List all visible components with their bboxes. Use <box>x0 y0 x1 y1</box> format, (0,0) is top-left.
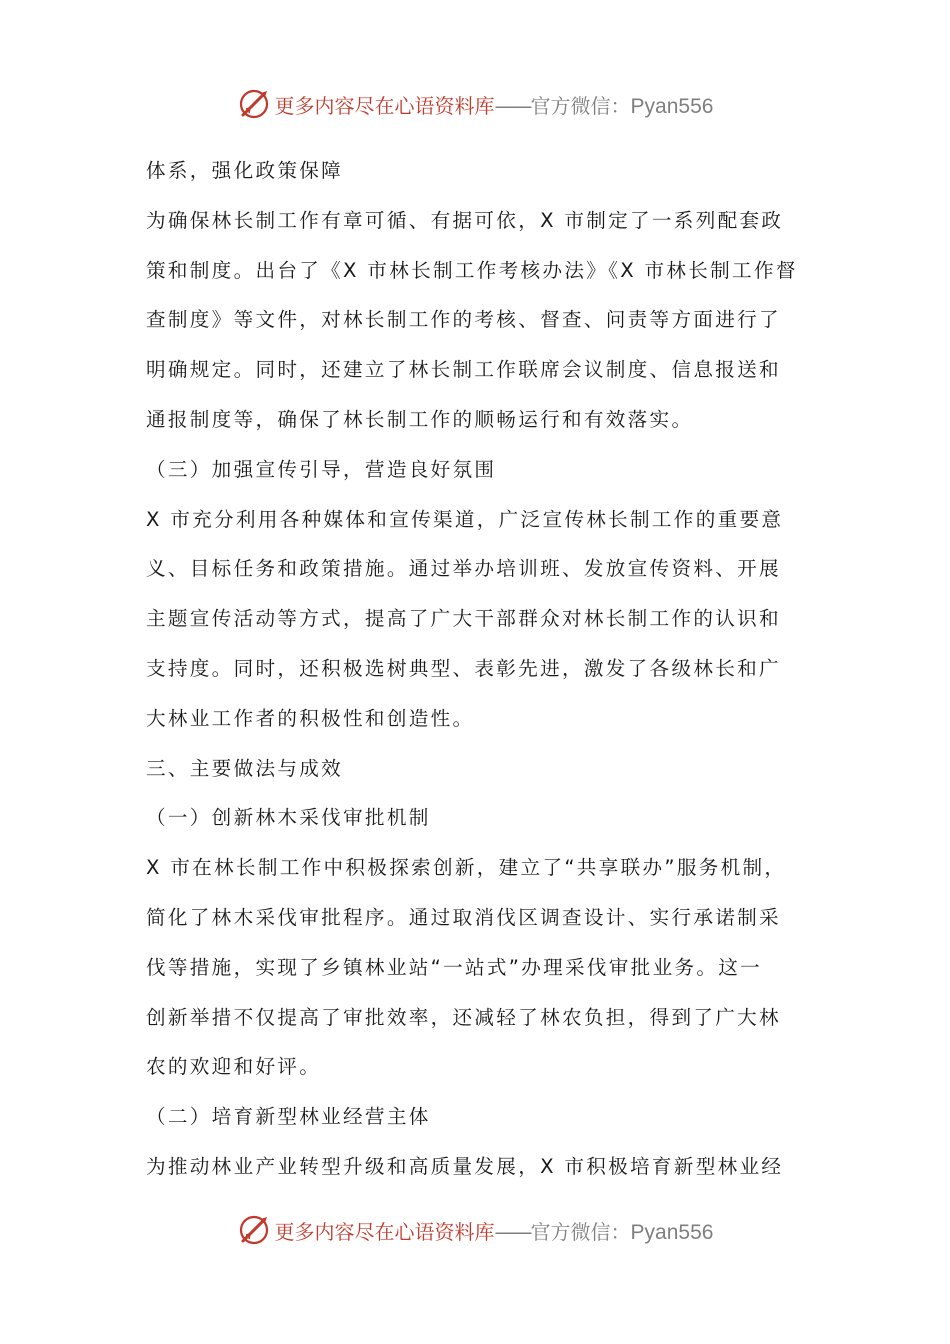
section-heading: （一）创新林木采伐审批机制 <box>146 806 431 830</box>
section-heading: （二）培育新型林业经营主体 <box>146 1105 431 1129</box>
text-line: 农的欢迎和好评。 <box>146 1055 322 1079</box>
pen-logo-icon <box>237 1213 271 1247</box>
text-line: X 市在林长制工作中积极探索创新，建立了“共享联办”服务机制， <box>146 856 787 880</box>
text-line: 策和制度。出台了《X 市林长制工作考核办法》《X 市林长制工作督 <box>146 258 798 282</box>
text-line: 伐等措施，实现了乡镇林业站“一站式”办理采伐审批业务。这一 <box>146 955 763 979</box>
watermark-wechat-id: Pyan556 <box>630 94 714 118</box>
text-line: 查制度》等文件，对林长制工作的考核、督查、问责等方面进行了 <box>146 308 781 332</box>
text-line: 义、目标任务和政策措施。通过举办培训班、发放宣传资料、开展 <box>146 557 781 581</box>
text-line: 为确保林长制工作有章可循、有据可依，X 市制定了一系列配套政 <box>146 208 784 232</box>
text-line: 创新举措不仅提高了审批效率，还减轻了林农负担，得到了广大林 <box>146 1005 781 1029</box>
text-line: 通报制度等，确保了林长制工作的顺畅运行和有效落实。 <box>146 407 694 431</box>
text-line: X 市充分利用各种媒体和宣传渠道，广泛宣传林长制工作的重要意 <box>146 507 784 531</box>
text-line: 为推动林业产业转型升级和高质量发展，X 市积极培育新型林业经 <box>146 1154 784 1178</box>
text-line: 主题宣传活动等方式，提高了广大干部群众对林长制工作的认识和 <box>146 607 781 631</box>
chapter-heading: 三、主要做法与成效 <box>146 756 344 780</box>
text-line: 明确规定。同时，还建立了林长制工作联席会议制度、信息报送和 <box>146 358 781 382</box>
watermark-footer <box>0 1210 950 1250</box>
document-body <box>146 146 806 1192</box>
text-line: 支持度。同时，还积极选树典型、表彰先进，激发了各级林长和广 <box>146 656 781 680</box>
pen-logo-icon <box>237 87 271 121</box>
watermark-header <box>0 84 950 124</box>
text-line: 大林业工作者的积极性和创造性。 <box>146 706 475 730</box>
text-line: 体系，强化政策保障 <box>146 159 344 182</box>
watermark-subtitle: 官方微信： <box>530 1219 631 1244</box>
section-heading: （三）加强宣传引导，营造良好氛围 <box>146 457 497 481</box>
watermark-dash: —— <box>494 93 531 118</box>
watermark-dash: —— <box>494 1219 531 1244</box>
watermark-wechat-id: Pyan556 <box>630 1220 714 1244</box>
watermark-title: 更多内容尽在心语资料库 <box>274 1219 495 1244</box>
watermark-title: 更多内容尽在心语资料库 <box>274 93 495 118</box>
text-line: 简化了林木采伐审批程序。通过取消伐区调查设计、实行承诺制采 <box>146 905 781 929</box>
watermark-subtitle: 官方微信： <box>530 93 631 118</box>
